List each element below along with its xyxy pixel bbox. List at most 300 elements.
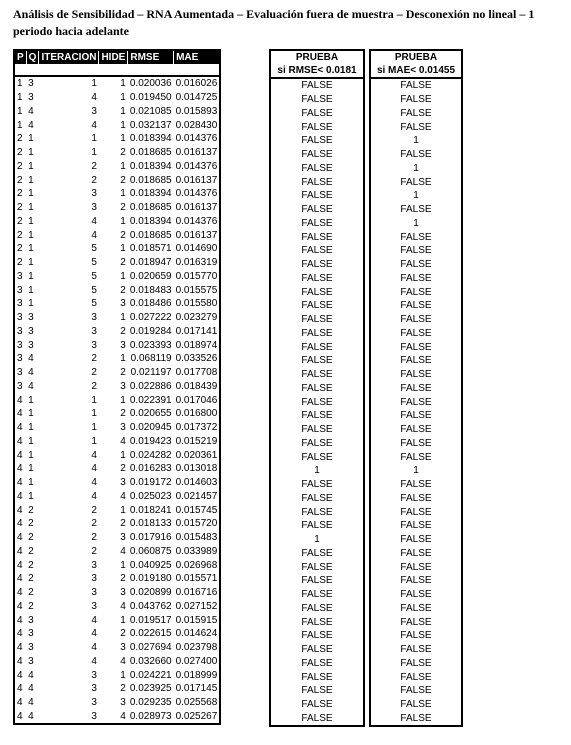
cell-iteracion: 4 [91, 119, 97, 131]
cell-iteracion: 2 [91, 160, 97, 172]
cell-p: 1 [17, 119, 23, 131]
rmse-test-row [270, 478, 364, 492]
cell-p: 4 [17, 628, 23, 640]
mae-test-cell: FALSE [400, 300, 432, 312]
mae-test-row [370, 175, 462, 189]
cell-rmse: 0.022886 [129, 380, 172, 392]
rmse-test-cell: FALSE [301, 410, 333, 422]
rmse-test-cell: FALSE [301, 121, 333, 133]
cell-q: 1 [28, 133, 34, 145]
mae-test-cell: FALSE [400, 107, 432, 119]
rmse-test-row [270, 602, 364, 616]
cell-p: 3 [17, 325, 23, 337]
table-row [14, 215, 220, 229]
table-row [14, 448, 220, 462]
rmse-test-cell: FALSE [301, 107, 333, 119]
rmse-test-cell: FALSE [301, 520, 333, 532]
cell-iteracion: 5 [91, 284, 97, 296]
table-row [14, 407, 220, 421]
cell-iteracion: 4 [91, 614, 97, 626]
cell-mae: 0.016137 [175, 202, 218, 214]
cell-rmse: 0.018685 [129, 174, 172, 186]
rmse-test-row [270, 560, 364, 574]
cell-hide: 2 [120, 573, 126, 585]
cell-rmse: 0.029235 [129, 697, 172, 709]
table-row [14, 531, 220, 545]
cell-rmse: 0.022391 [129, 394, 172, 406]
rmse-test-row [270, 684, 364, 698]
rmse-test-row [270, 698, 364, 712]
table-row [14, 132, 220, 146]
cell-hide: 4 [120, 710, 126, 722]
mae-test-cell: FALSE [400, 121, 432, 133]
mae-test-header-line1: PRUEBA [394, 52, 438, 63]
mae-test-row [370, 505, 462, 519]
mae-test-cell: FALSE [400, 699, 432, 711]
mae-test-row [370, 285, 462, 299]
cell-mae: 0.015580 [175, 298, 218, 310]
cell-mae: 0.023279 [175, 312, 218, 324]
cell-hide: 2 [120, 229, 126, 241]
cell-mae: 0.014603 [175, 477, 218, 489]
cell-mae: 0.018974 [175, 339, 218, 351]
cell-p: 4 [17, 573, 23, 585]
table-row [14, 600, 220, 614]
cell-q: 1 [28, 188, 34, 200]
mae-test-cell: FALSE [400, 451, 432, 463]
rmse-test-cell: FALSE [301, 712, 333, 724]
mae-test-row [370, 134, 462, 148]
cell-p: 2 [17, 160, 23, 172]
cell-mae: 0.015893 [175, 105, 218, 117]
mae-test-cell: FALSE [400, 547, 432, 559]
rmse-test-cell: FALSE [301, 162, 333, 174]
cell-mae: 0.014376 [175, 133, 218, 145]
mae-test-row [370, 409, 462, 423]
mae-test-row [370, 299, 462, 313]
cell-rmse: 0.018486 [129, 298, 172, 310]
table-row [14, 462, 220, 476]
cell-q: 1 [28, 243, 34, 255]
mae-test-cell: FALSE [400, 314, 432, 326]
mae-test-row [370, 382, 462, 396]
cell-iteracion: 3 [91, 188, 97, 200]
rmse-test-row [270, 107, 364, 121]
rmse-test-row [270, 409, 364, 423]
cell-q: 2 [28, 573, 34, 585]
mae-test-row [370, 189, 462, 203]
mae-test-row [370, 327, 462, 341]
cell-p: 4 [17, 490, 23, 502]
rmse-test-row [270, 450, 364, 464]
rmse-test-row [270, 643, 364, 657]
table-row [14, 490, 220, 504]
cell-rmse: 0.017916 [129, 532, 172, 544]
mae-test-cell: FALSE [400, 712, 432, 724]
cell-iteracion: 3 [91, 573, 97, 585]
cell-hide: 4 [120, 490, 126, 502]
mae-test-cell: FALSE [400, 341, 432, 353]
cell-p: 4 [17, 545, 23, 557]
mae-test-row [370, 340, 462, 354]
rmse-test-cell: FALSE [301, 204, 333, 216]
mae-test-cell: FALSE [400, 204, 432, 216]
cell-iteracion: 4 [91, 628, 97, 640]
cell-q: 4 [28, 353, 34, 365]
cell-hide: 1 [120, 559, 126, 571]
mae-test-row [370, 560, 462, 574]
mae-test-row [370, 547, 462, 561]
mae-test-row [370, 615, 462, 629]
table-row [14, 613, 220, 627]
mae-test-cell: FALSE [400, 396, 432, 408]
table-row [14, 558, 220, 572]
cell-iteracion: 2 [91, 545, 97, 557]
table-row [14, 393, 220, 407]
mae-test-row [370, 244, 462, 258]
cell-q: 1 [28, 284, 34, 296]
cell-p: 3 [17, 270, 23, 282]
cell-rmse: 0.028973 [129, 710, 172, 722]
cell-hide: 2 [120, 202, 126, 214]
rmse-test-cell: FALSE [301, 396, 333, 408]
cell-iteracion: 3 [91, 202, 97, 214]
cell-p: 2 [17, 257, 23, 269]
cell-rmse: 0.043762 [129, 600, 172, 612]
cell-p: 2 [17, 215, 23, 227]
cell-rmse: 0.018685 [129, 229, 172, 241]
mae-test-cell: FALSE [400, 94, 432, 106]
cell-rmse: 0.025023 [129, 490, 172, 502]
col-header-rmse: RMSE [128, 50, 174, 65]
cell-hide: 1 [120, 160, 126, 172]
rmse-test-row [270, 712, 364, 727]
cell-p: 4 [17, 614, 23, 626]
rmse-test-cell: FALSE [301, 699, 333, 711]
table-row [14, 572, 220, 586]
mae-test-row [370, 368, 462, 382]
rmse-test-row [270, 78, 364, 93]
cell-q: 2 [28, 559, 34, 571]
cell-p: 3 [17, 339, 23, 351]
cell-q: 1 [28, 147, 34, 159]
mae-test-cell: FALSE [400, 479, 432, 491]
mae-test-row [370, 272, 462, 286]
cell-q: 1 [28, 490, 34, 502]
cell-p: 4 [17, 697, 23, 709]
table-row [14, 641, 220, 655]
cell-hide: 1 [120, 270, 126, 282]
cell-rmse: 0.019284 [129, 325, 172, 337]
rmse-test-row [270, 340, 364, 354]
cell-iteracion: 1 [91, 422, 97, 434]
mae-test-cell: FALSE [400, 286, 432, 298]
cell-q: 1 [28, 394, 34, 406]
mae-test-row [370, 450, 462, 464]
cell-q: 4 [28, 119, 34, 131]
cell-hide: 3 [120, 697, 126, 709]
mae-test-cell: 1 [413, 135, 419, 147]
cell-rmse: 0.024221 [129, 669, 172, 681]
cell-mae: 0.015219 [175, 435, 218, 447]
table-row [14, 201, 220, 215]
table-row [14, 545, 220, 559]
table-row [14, 256, 220, 270]
cell-iteracion: 3 [91, 600, 97, 612]
cell-q: 3 [28, 614, 34, 626]
cell-rmse: 0.020036 [129, 78, 172, 90]
mae-test-cell: 1 [413, 190, 419, 202]
cell-iteracion: 1 [91, 133, 97, 145]
mae-test-cell: FALSE [400, 355, 432, 367]
table-row [14, 682, 220, 696]
rmse-test-cell: FALSE [301, 382, 333, 394]
mae-test-row [370, 629, 462, 643]
rmse-test-cell: FALSE [301, 355, 333, 367]
mae-test-row [370, 464, 462, 478]
cell-p: 4 [17, 655, 23, 667]
rmse-test-row [270, 382, 364, 396]
cell-p: 4 [17, 587, 23, 599]
rmse-test-cell: FALSE [301, 149, 333, 161]
cell-hide: 2 [120, 325, 126, 337]
mae-test-row [370, 670, 462, 684]
cell-iteracion: 4 [91, 655, 97, 667]
cell-hide: 4 [120, 435, 126, 447]
col-header-p: P [14, 50, 26, 65]
rmse-test-header-line2: si RMSE< 0.0181 [277, 65, 357, 76]
table-row [14, 146, 220, 160]
cell-hide: 2 [120, 174, 126, 186]
cell-mae: 0.025568 [175, 697, 218, 709]
mae-test-cell: 1 [413, 217, 419, 229]
mae-test-row [370, 478, 462, 492]
rmse-test-row [270, 519, 364, 533]
cell-iteracion: 2 [91, 504, 97, 516]
cell-p: 3 [17, 367, 23, 379]
cell-hide: 1 [120, 215, 126, 227]
rmse-test-cell: FALSE [301, 217, 333, 229]
mae-test-row [370, 107, 462, 121]
cell-mae: 0.027152 [175, 600, 218, 612]
col-header-mae: MAE [174, 50, 221, 65]
cell-q: 1 [28, 477, 34, 489]
mae-test-cell: FALSE [400, 575, 432, 587]
cell-q: 1 [28, 408, 34, 420]
cell-hide: 1 [120, 614, 126, 626]
table-row [14, 160, 220, 174]
cell-rmse: 0.027694 [129, 642, 172, 654]
cell-iteracion: 3 [91, 669, 97, 681]
rmse-test-row [270, 629, 364, 643]
rmse-test-row [270, 148, 364, 162]
cell-rmse: 0.020945 [129, 422, 172, 434]
table-row [14, 91, 220, 105]
cell-q: 3 [28, 78, 34, 90]
cell-iteracion: 4 [91, 229, 97, 241]
rmse-test-row [270, 272, 364, 286]
cell-iteracion: 4 [91, 449, 97, 461]
mae-test-cell: 1 [413, 162, 419, 174]
cell-iteracion: 4 [91, 92, 97, 104]
cell-q: 1 [28, 215, 34, 227]
cell-mae: 0.017145 [175, 683, 218, 695]
cell-p: 1 [17, 105, 23, 117]
rmse-test-cell: FALSE [301, 190, 333, 202]
cell-rmse: 0.021197 [130, 367, 172, 379]
table-row [14, 627, 220, 641]
cell-p: 3 [17, 298, 23, 310]
mae-test-row [370, 519, 462, 533]
cell-mae: 0.021457 [175, 490, 218, 502]
cell-p: 3 [17, 284, 23, 296]
cell-iteracion: 1 [91, 435, 97, 447]
mae-test-cell: FALSE [400, 176, 432, 188]
rmse-test-row [270, 395, 364, 409]
cell-rmse: 0.018483 [129, 284, 172, 296]
rmse-test-row [270, 313, 364, 327]
rmse-test-row [270, 437, 364, 451]
cell-iteracion: 2 [91, 367, 97, 379]
table-row [14, 503, 220, 517]
mae-test-row [370, 78, 462, 93]
cell-iteracion: 3 [91, 105, 97, 117]
col-header-iteracion: ITERACION [39, 50, 99, 65]
cell-p: 4 [17, 463, 23, 475]
rmse-test-cell: FALSE [301, 561, 333, 573]
rmse-test-row [270, 217, 364, 231]
cell-mae: 0.015720 [175, 518, 218, 530]
rmse-test-cell: FALSE [301, 630, 333, 642]
cell-iteracion: 4 [91, 477, 97, 489]
table-row [14, 696, 220, 710]
cell-hide: 4 [120, 655, 126, 667]
table-row [14, 352, 220, 366]
cell-hide: 1 [120, 504, 126, 516]
cell-iteracion: 1 [91, 147, 97, 159]
table-row [14, 517, 220, 531]
table-row [14, 325, 220, 339]
cell-rmse: 0.019517 [129, 614, 172, 626]
cell-q: 4 [28, 683, 34, 695]
cell-q: 2 [28, 518, 34, 530]
table-row [14, 668, 220, 682]
cell-rmse: 0.027222 [129, 312, 172, 324]
rmse-test-header-line1: PRUEBA [295, 52, 339, 63]
cell-mae: 0.033526 [175, 353, 218, 365]
mae-test-cell: FALSE [400, 644, 432, 656]
cell-hide: 3 [120, 642, 126, 654]
mae-test-row [370, 643, 462, 657]
table-row [14, 476, 220, 490]
rmse-test-row [270, 93, 364, 107]
cell-p: 4 [17, 504, 23, 516]
cell-mae: 0.016800 [175, 408, 218, 420]
cell-rmse: 0.020899 [129, 587, 172, 599]
cell-rmse: 0.021085 [129, 105, 172, 117]
cell-p: 1 [17, 92, 23, 104]
cell-hide: 2 [120, 463, 126, 475]
cell-mae: 0.015571 [175, 573, 218, 585]
col-header-q: Q [26, 50, 39, 65]
cell-p: 3 [17, 312, 23, 324]
cell-hide: 1 [120, 353, 126, 365]
cell-iteracion: 2 [91, 518, 97, 530]
cell-rmse: 0.068119 [130, 353, 172, 365]
rmse-test-row [270, 162, 364, 176]
rmse-test-cell: FALSE [301, 231, 333, 243]
cell-q: 3 [28, 642, 34, 654]
cell-p: 4 [17, 394, 23, 406]
cell-mae: 0.016137 [175, 174, 218, 186]
cell-rmse: 0.032660 [129, 655, 172, 667]
mae-test-cell: FALSE [400, 506, 432, 518]
table-row [14, 105, 220, 119]
cell-hide: 2 [120, 284, 126, 296]
cell-q: 1 [28, 449, 34, 461]
cell-iteracion: 3 [91, 697, 97, 709]
cell-q: 3 [28, 655, 34, 667]
cell-p: 4 [17, 435, 23, 447]
mae-test-cell: FALSE [400, 369, 432, 381]
cell-q: 1 [28, 463, 34, 475]
cell-hide: 3 [120, 532, 126, 544]
cell-hide: 1 [120, 669, 126, 681]
cell-hide: 3 [120, 422, 126, 434]
cell-q: 3 [28, 325, 34, 337]
mae-test-row [370, 533, 462, 547]
mae-test-row [370, 162, 462, 176]
cell-mae: 0.033989 [175, 545, 218, 557]
mae-test-cell: FALSE [400, 657, 432, 669]
cell-hide: 3 [120, 477, 126, 489]
cell-mae: 0.014376 [175, 188, 218, 200]
cell-mae: 0.017372 [175, 422, 218, 434]
mae-test-cell: FALSE [400, 327, 432, 339]
cell-hide: 2 [120, 518, 126, 530]
mae-test-row [370, 203, 462, 217]
cell-iteracion: 3 [91, 710, 97, 722]
col-header-hide: HIDE [99, 50, 128, 65]
cell-rmse: 0.018394 [129, 188, 172, 200]
cell-p: 4 [17, 532, 23, 544]
mae-test-cell: FALSE [400, 437, 432, 449]
table-row [14, 366, 220, 380]
rmse-test-row [270, 464, 364, 478]
cell-rmse: 0.060875 [129, 545, 172, 557]
mae-test-cell: FALSE [400, 602, 432, 614]
mae-test-row [370, 684, 462, 698]
rmse-test-row [270, 189, 364, 203]
rmse-test-row [270, 368, 364, 382]
table-row [14, 655, 220, 669]
rmse-test-row [270, 134, 364, 148]
cell-q: 1 [28, 160, 34, 172]
cell-mae: 0.025267 [175, 710, 218, 722]
rmse-test-cell: FALSE [301, 506, 333, 518]
table-row [14, 297, 220, 311]
cell-q: 1 [28, 229, 34, 241]
cell-hide: 1 [120, 92, 126, 104]
rmse-test-cell: FALSE [270, 78, 364, 93]
cell-mae: 0.027400 [175, 655, 218, 667]
cell-hide: 1 [120, 312, 126, 324]
cell-p: 4 [17, 710, 23, 722]
cell-rmse: 0.019180 [129, 573, 172, 585]
rmse-test-cell: FALSE [301, 451, 333, 463]
cell-p: 4 [17, 422, 23, 434]
rmse-test-row [270, 120, 364, 134]
